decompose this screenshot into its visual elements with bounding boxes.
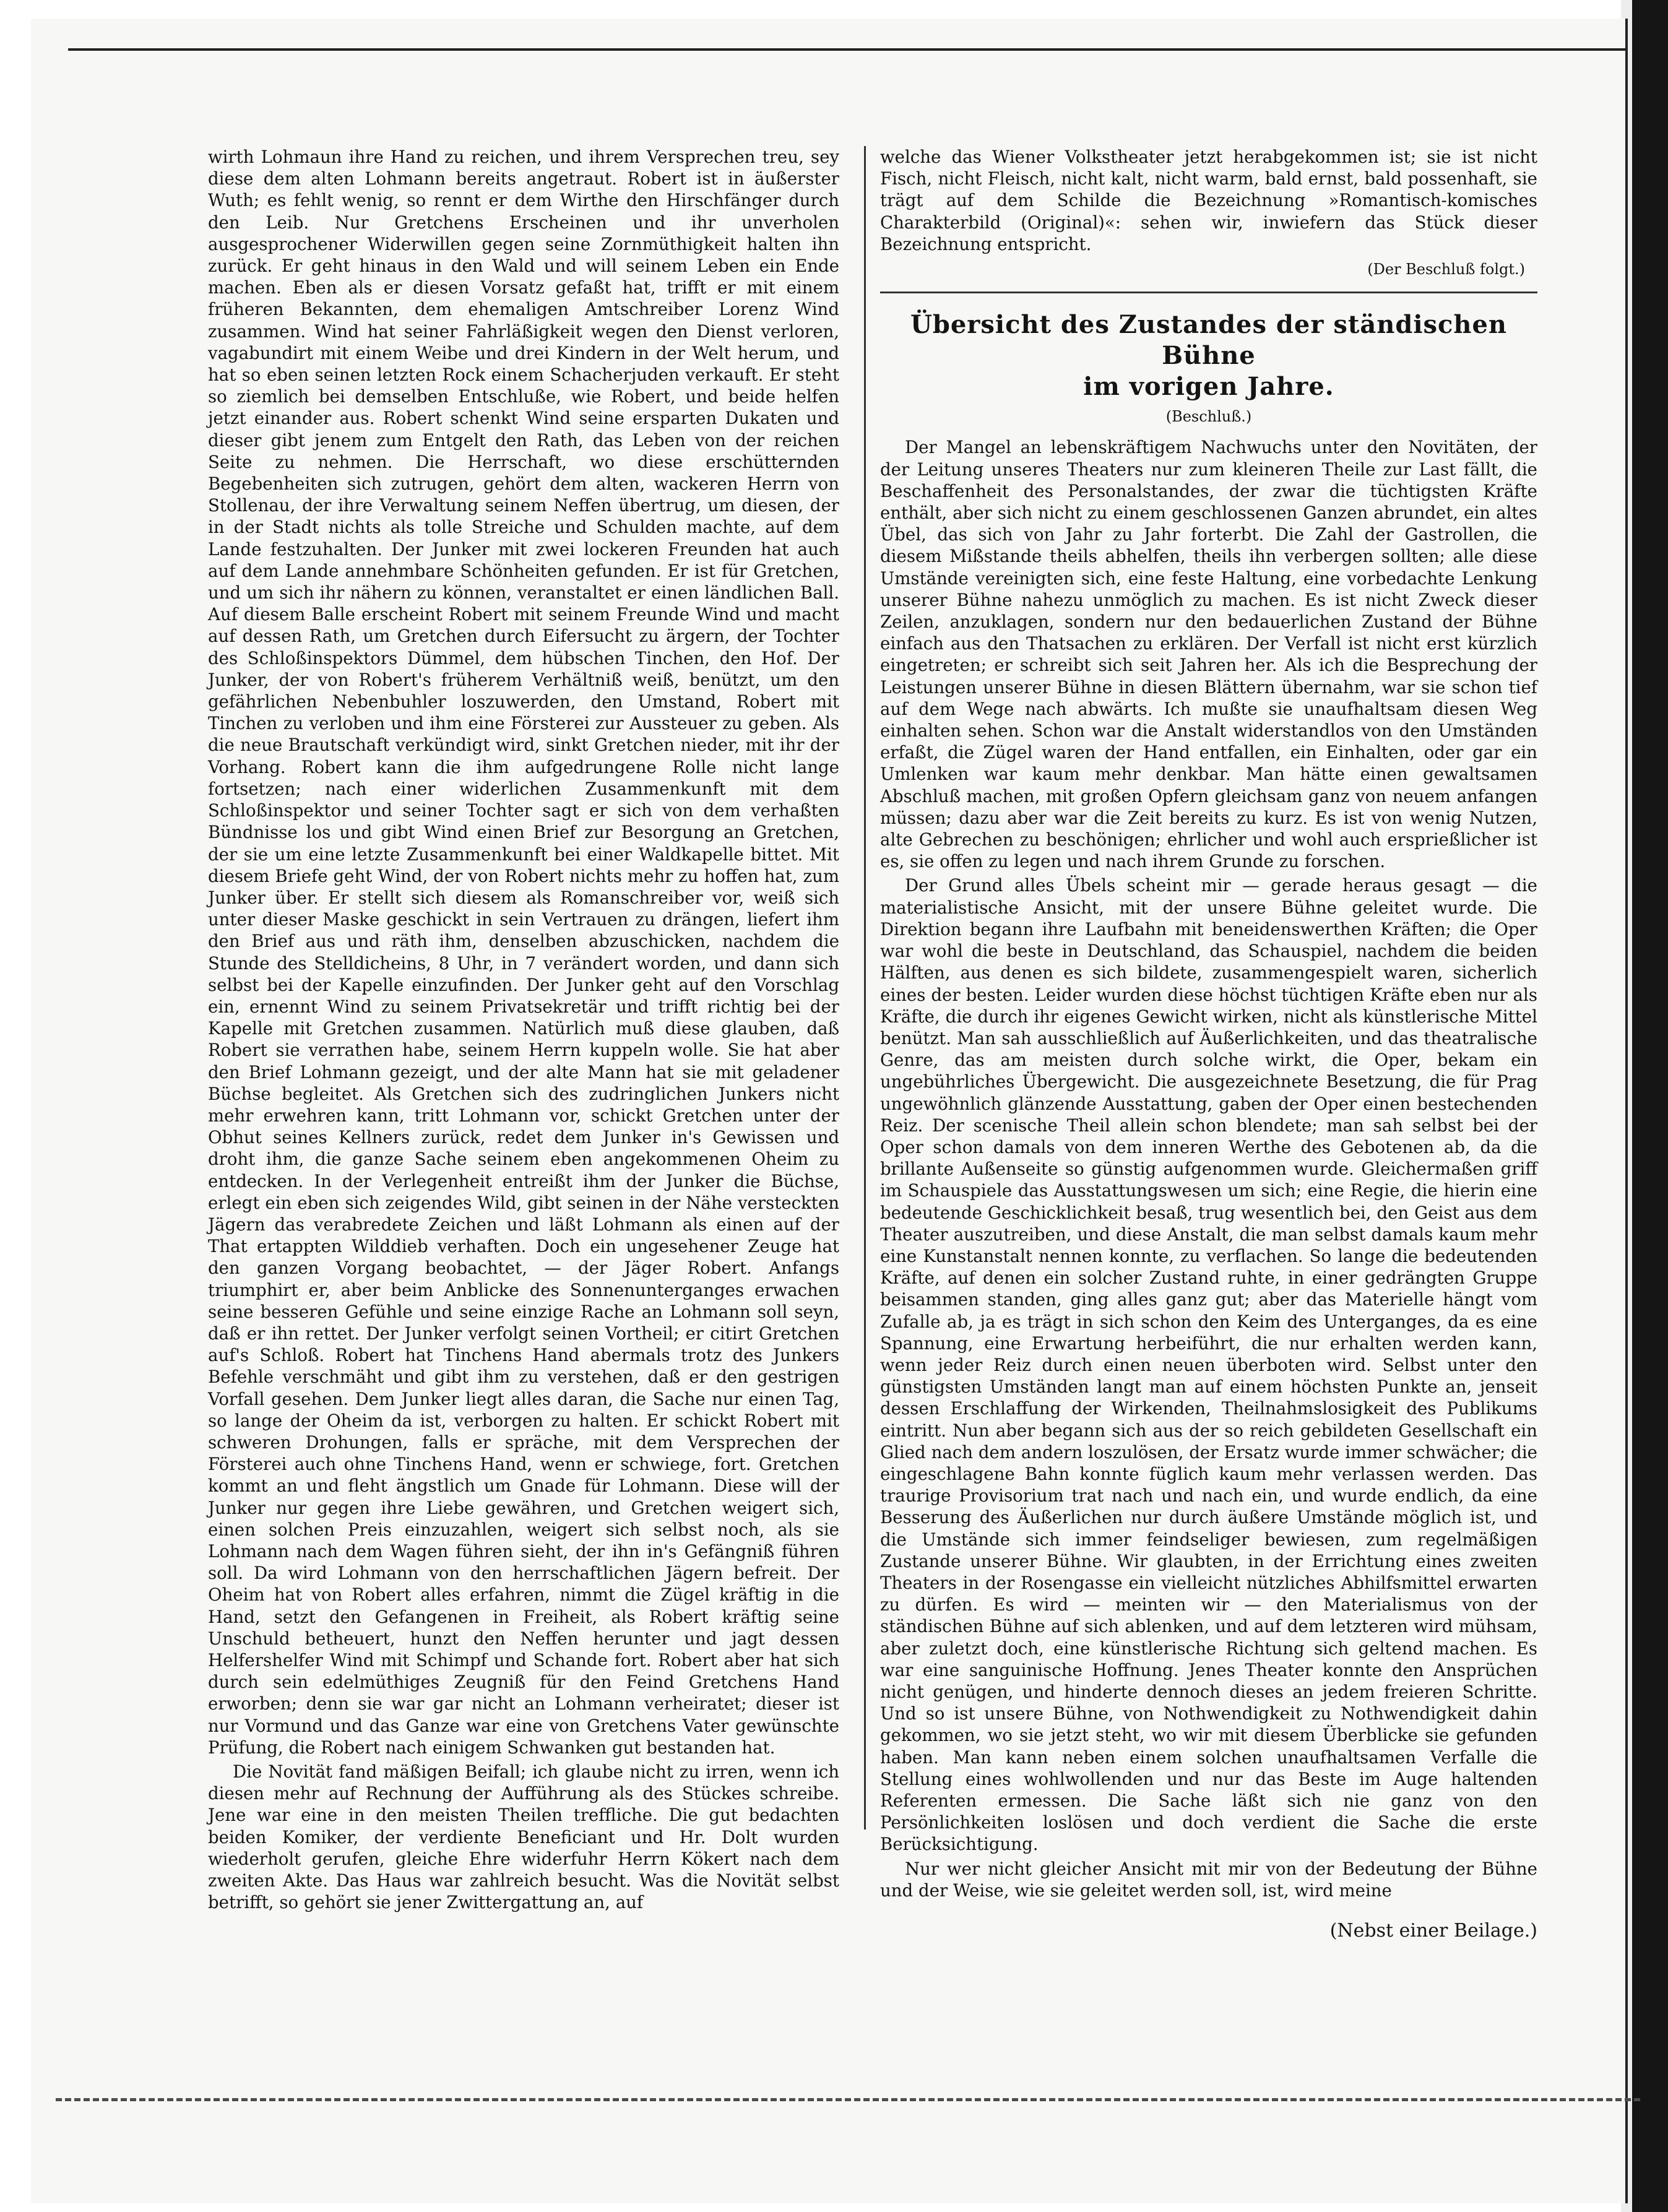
- headline-note: (Beschluß.): [1165, 408, 1252, 426]
- right-paragraph-2: Der Grund alles Übels scheint mir — gerade heraus gesagt — die materialistische Ansicht, mit der unsere Bühne geleitet wurde. Die Direktion begann ihre Laufbahn mit beneidenswerthen Kräften; die Oper war wohl die beste in Deutschland, das Schauspiel, nachdem die beiden Hälften, aus denen es sich bildete, zusammengespielt waren, sicherlich eines der besten. Leider wurden diese höchst tüchtigen Kräfte eben nur als Kräfte, die durch ihr eigenes Gewicht wirken, nicht als künstlerische Mittel benützt. Man sah ausschließlich auf Äußerlichkeiten, und das theatralische Genre, das am meisten durch solche wirkt, die Oper, bekam ein ungebührliches Übergewicht. Die ausgezeichnete Besetzung, die für Prag ungewöhnlich glänzende Ausstattung, gaben der Oper einen bestechenden Reiz. Der scenische Theil allein schon blendete; man sah selbst bei der Oper schon damals von dem inneren Werthe des Gebotenen ab, da die brillante Außenseite so günstig aufgenommen wurde. Gleichermaßen griff im Schauspiele das Ausstattungswesen um sich; eine Regie, die hierin eine bedeutende Geschicklichkeit besaß, trug wesentlich bei, den Geist aus dem Theater auszutreiben, und diese Anstalt, die man selbst damals kaum mehr eine Kunstanstalt nennen konnte, zu verflachen. So lange die bedeutenden Kräfte, auf denen ein solcher Zustand ruhte, in einer gedrängten Gruppe beisammen standen, ging alles ganz gut; aber das Materielle hängt vom Zufalle ab, ja es trägt in sich schon den Keim des Unterganges, da es eine Spannung, eine Erwartung herbeiführt, die nur erhalten werden kann, wenn jeder Reiz durch einen neuen überboten wird. Selbst unter den günstigsten Umständen langt man auf einem höchsten Punkte an, jenseit dessen Erschlaffung der Wirkenden, Theilnahmslosigkeit des Publikums eintritt. Nun aber begann sich aus der so reich gebildeten Gesellschaft ein Glied nach dem andern loszulösen, der Ersatz wurde immer schwächer; die eingeschlagene Bahn konnte füglich kaum mehr verlassen werden. Das traurige Provisorium trat nach und nach ein, und wurde endlich, da eine Besserung des Äußerlichen nur durch äußere Umstände möglich ist, und die Umstände sich immer feindseliger bewiesen, zum regelmäßigen Zustande unserer Bühne. Wir glaubten, in der Errichtung eines zweiten Theaters in der Rosengasse ein vielleicht nützliches Abhilfsmittel erwarten zu dürfen. Es wird — meinten wir — den Materialismus von der ständischen Bühne auf sich ablenken, und auf dem letzteren wird mühsam, aber zuletzt doch, eine künstlerische Richtung sich geltend machen. Es war eine sanguinische Hoffnung. Jenes Theater konnte den Ansprüchen nicht genügen, und hinderte dennoch dieses an jedem freieren Schritte. Und so ist unsere Bühne, von Nothwendigkeit zu Nothwendigkeit dahin gekommen, wo sie jetzt steht, wo wir mit diesem Überblicke sie gefunden haben. Man kann neben einem solchen unaufhaltsamen Verfalle die Stellung eines wohlwollenden und nur das Beste im Auge haltenden Referenten ermessen. Die Sache läßt sich nie ganz von den Persönlichkeiten loslösen und doch verdient die Sache die erste Berücksichtigung.: [880, 875, 1537, 1855]
- section-rule: [880, 292, 1537, 293]
- article-headline: [880, 309, 1537, 402]
- column-divider: [864, 146, 866, 1830]
- headline-line-1: Übersicht des Zustandes der ständischen Bühne: [910, 310, 1507, 371]
- right-column: [880, 146, 1537, 1942]
- right-paragraph-1: Der Mangel an lebenskräftigem Nachwuchs unter den Novitäten, der der Leitung unseres Theaters nur zum kleineren Theile zur Last fällt, die Beschaffenheit des Personalstandes, der zwar die tüchtigsten Kräfte enthält, aber sich nicht zu einem geschlossenen Ganzen abrundet, ein altes Übel, das sich von Jahr zu Jahr forterbt. Die Zahl der Gastrollen, die diesem Mißstande theils abhelfen, theils ihn verbergen sollten; alle diese Umstände vereinigten sich, eine feste Haltung, eine vorbedachte Lenkung unserer Bühne nahezu unmöglich zu machen. Es ist nicht Zweck dieser Zeilen, anzuklagen, sondern nur den bedauerlichen Zustand der Bühne einfach aus den Thatsachen zu erklären. Der Verfall ist nicht erst kürzlich eingetreten; er schreibt sich seit Jahren her. Als ich die Besprechung der Leistungen unserer Bühne in diesen Blättern übernahm, war sie schon tief auf dem Wege nach abwärts. Ich mußte sie unaufhaltsam diesen Weg einhalten sehen. Schon war die Anstalt widerstandlos von den Umständen erfaßt, die Zügel waren der Hand entfallen, ein Einhalten, oder gar ein Umlenken war kaum mehr denkbar. Man hätte einen gewaltsamen Abschluß machen, mit großen Opfern gleichsam ganz von neuem anfangen müssen; dazu aber war die Zeit bereits zu kurz. Es ist von wenig Nutzen, alte Gebrechen zu beschönigen; ehrlicher und wohl auch ersprießlicher ist es, sie offen zu legen und nach ihrem Grunde zu forschen.: [880, 437, 1537, 872]
- headline-line-2: im vorigen Jahre.: [1083, 372, 1334, 402]
- bottom-perforation: [56, 2098, 1640, 2101]
- left-paragraph-review: Die Novität fand mäßigen Beifall; ich glaube nicht zu irren, wenn ich diesen mehr auf Rechnung der Aufführung als des Stückes schreibe. Jene war eine in den meisten Theilen treffliche. Die gut bedachten beiden Komiker, der verdiente Beneficiant und Hr. Dolt wurden wiederholt gerufen, gleiche Ehre widerfuhr Herrn Kökert nach dem zweiten Akte. Das Haus war zahlreich besucht. Was die Novität selbst betrifft, so gehört sie jener Zwittergattung an, auf: [208, 1761, 839, 1913]
- scan-edge: [1632, 0, 1668, 2212]
- top-rule: [68, 48, 1628, 51]
- right-paragraph-3: Nur wer nicht gleicher Ansicht mit mir von der Bedeutung der Bühne und der Weise, wie sie geleitet werden soll, ist, wird meine: [880, 1858, 1537, 1901]
- right-paragraph-continuation: welche das Wiener Volkstheater jetzt herabgekommen ist; sie ist nicht Fisch, nicht Fleisch, nicht kalt, nicht warm, bald ernst, bald possenhaft, sie trägt auf dem Schilde die Bezeichnung »Romantisch-komisches Charakterbild (Original)«: sehen wir, inwiefern das Stück dieser Bezeichnung entspricht.: [880, 147, 1537, 254]
- left-paragraph-plot: wirth Lohmaun ihre Hand zu reichen, und ihrem Versprechen treu, sey diese dem alten Lohmann bereits angetraut. Robert ist in äußerster Wuth; es fehlt wenig, so rennt er dem Wirthe den Hirschfänger durch den Leib. Nur Gretchens Erscheinen und ihr unverholen ausgesprochener Widerwillen gegen seine Zornmüthigkeit halten ihn zurück. Er geht hinaus in den Wald und will seinem Leben ein Ende machen. Eben als er diesen Vorsatz gefaßt hat, trifft er mit einem früheren Bekannten, dem ehemaligen Amtschreiber Lorenz Wind zusammen. Wind hat seiner Fahrläßigkeit wegen den Dienst verloren, vagabundirt mit einem Weibe und drei Kindern in der Welt herum, und hat so eben seinen letzten Rock einem Schacherjuden verkauft. Er steht so ziemlich bei demselben Entschluße, wie Robert, und beide helfen jetzt einander aus. Robert schenkt Wind seine ersparten Dukaten und dieser gibt jenem zum Entgelt den Rath, das Leben von der reichen Seite zu nehmen. Die Herrschaft, wo diese erschütternden Begebenheiten sich zutrugen, gehört dem alten, wackeren Herrn von Stollenau, der ihre Verwaltung seinem Neffen übertrug, um diesen, der in der Stadt nichts als tolle Streiche und Schulden machte, auf dem Lande festzuhalten. Der Junker mit zwei lockeren Freunden hat auch auf dem Lande annehmbare Schönheiten gefunden. Er ist für Gretchen, und um sich ihr nähern zu können, veranstaltet er einen ländlichen Ball. Auf diesem Balle erscheint Robert mit seinem Freunde Wind und macht auf dessen Rath, um Gretchen durch Eifersucht zu ärgern, der Tochter des Schloßinspektors Dümmel, dem hübschen Tinchen, den Hof. Der Junker, der von Robert's früherem Verhältniß weiß, benützt, um den gefährlichen Nebenbuhler loszuwerden, den Umstand, Robert mit Tinchen zu verloben und ihm eine Försterei zur Aussteuer zu geben. Als die neue Brautschaft verkündigt wird, sinkt Gretchen nieder, mit ihr der Vorhang. Robert kann die ihm aufgedrungene Rolle nicht lange fortsetzen; nach einer widerlichen Zusammenkunft mit dem Schloßinspektor und seiner Tochter sagt er sich von dem verhaßten Bündnisse los und gibt Wind einen Brief zur Besorgung an Gretchen, der sie um eine letzte Zusammenkunft bei einer Waldkapelle bittet. Mit diesem Briefe geht Wind, der von Robert nichts mehr zu hoffen hat, zum Junker über. Er stellt sich diesem als Romanschreiber vor, weiß sich unter dieser Maske geschickt in sein Vertrauen zu drängen, liefert ihm den Brief aus und räth ihm, denselben abzuschicken, nachdem die Stunde des Stelldicheins, 8 Uhr, in 7 verändert worden, und dann sich selbst bei der Kapelle einzufinden. Der Junker geht auf den Vorschlag ein, ernennt Wind zu seinem Privatsekretär und trifft richtig bei der Kapelle mit Gretchen zusammen. Natürlich muß diese glauben, daß Robert sie verrathen habe, seinem Herrn kuppeln wolle. Sie hat aber den Brief Lohmann gezeigt, und der alte Mann hat sie mit geladener Büchse begleitet. Als Gretchen sich des zudringlichen Junkers nicht mehr erwehren kann, tritt Lohmann vor, schickt Gretchen unter der Obhut seines Kellners zurück, redet dem Junker in's Gewissen und droht ihm, die ganze Sache seinem eben angekommenen Oheim zu entdecken. In der Verlegenheit entreißt ihm der Junker die Büchse, erlegt ein eben sich zeigendes Wild, gibt seinen in der Nähe versteckten Jägern das verabredete Zeichen und läßt Lohmann als einen auf der That ertappten Wilddieb verhaften. Doch ein ungesehener Zeuge hat den ganzen Vorgang beobachtet, — der Jäger Robert. Anfangs triumphirt er, aber beim Anblicke des Sonnenunterganges erwachen seine besseren Gefühle und seine einzige Rache an Lohmann soll seyn, daß er ihn rettet. Der Junker verfolgt seinen Vortheil; er citirt Gretchen auf's Schloß. Robert hat Tinchens Hand abermals trotz des Junkers Befehle verschmäht und gibt ihm zu verstehen, daß er den gestrigen Vorfall gesehen. Dem Junker liegt alles daran, die Sache nur einen Tag, so lange der Oheim da ist, verborgen zu halten. Er schickt Robert mit schweren Drohungen, falls er spräche, mit dem Versprechen der Försterei auch ohne Tinchens Hand, wenn er schwiege, fort. Gretchen kommt an und fleht ängstlich um Gnade für Lohmann. Diese will der Junker nur gegen ihre Liebe gewähren, und Gretchen weigert sich, einen solchen Preis einzuzahlen, weigert sich selbst noch, als sie Lohmann nach dem Wagen führen sieht, der ihn in's Gefängniß führen soll. Da wird Lohmann von den herrschaftlichen Jägern befreit. Der Oheim hat von Robert alles erfahren, nimmt die Zügel kräftig in die Hand, setzt den Gefangenen in Freiheit, als Robert kräftig seine Unschuld betheuert, hunzt den Neffen herunter und jagt dessen Helfershelfer Wind mit Schimpf und Schande fort. Robert aber hat sich durch sein edelmüthiges Zeugniß für den Feind Gretchens Hand erworben; denn sie war gar nicht an Lohmann verheiratet; dieser ist nur Vormund und das Ganze war eine von Gretchens Vater gewünschte Prüfung, die Robert nach einigem Schwanken gut bestanden hat.: [208, 147, 839, 1758]
- supplement-note: (Nebst einer Beilage.): [1329, 1920, 1537, 1942]
- continuation-note: (Der Beschluß folgt.): [1367, 261, 1525, 279]
- left-column: [208, 146, 839, 1916]
